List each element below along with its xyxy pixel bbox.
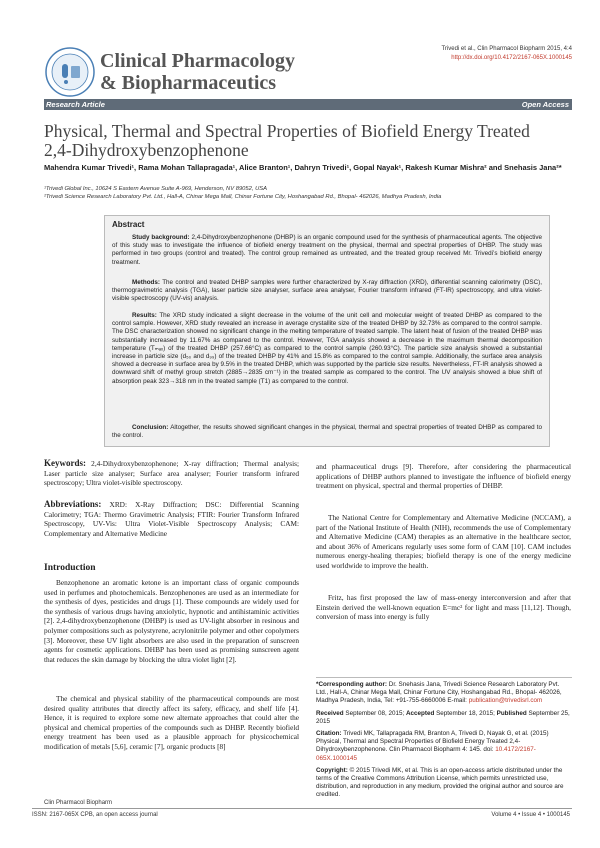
right-paragraph-2: The National Centre for Complementary and Alternative Medicine (NCCAM), a part of the National Institute of Health (NIH), recommends the use of Complementary and Alternative Medicine (CAM) therapies as an alternative in the healthcare sector, and about 36% of Americans regularly uses some form of CAM [10]. CAM includes numerous energy-healing therapies; biofield therapy is one of the energy medicine used worldwide to improve the health. — [316, 513, 571, 570]
corresponding-author — [316, 681, 572, 706]
published-date: September 25, 2015 — [316, 709, 570, 725]
abbreviations — [44, 500, 299, 538]
abstract-heading: Abstract — [112, 220, 145, 229]
keywords — [44, 459, 299, 488]
journal-title-line2: & Biopharmaceutics — [100, 72, 277, 94]
footer-divider — [32, 808, 572, 809]
received-label: Received — [316, 709, 344, 717]
right-paragraph-3: Fritz, has first proposed the law of mass-energy interconversion and after that Einstein derived the well-known equation E=mc² for light and mass [11,12]. Though, conversion of mass into energy is fully — [316, 593, 571, 622]
paper-title — [44, 122, 574, 160]
correspondence-divider — [316, 677, 572, 678]
intro-paragraph-2: The chemical and physical stability of the pharmaceutical compounds are most desired quality attributes that directly affect its safety, efficacy, and shelf life [4]. Hence, it is required to explore some new alternate approaches that could alter the physical and chemical properties of the compounds such as DHBP. Recently biofield energy treatment has been used as a plausible approach for physicochemical modification of metals [5,6], ceramic [7], organic products [8] — [44, 694, 299, 751]
footer-issn: ISSN: 2167-065X CPB, an open access journal — [32, 812, 158, 818]
corresponding-label: *Corresponding author: — [316, 681, 388, 688]
paper-title-line1: Physical, Thermal and Spectral Properties of Biofield Energy Treated — [44, 121, 530, 141]
copyright — [316, 767, 572, 800]
article-type-label: Research Article — [46, 100, 105, 109]
corresponding-text: Dr. Snehasis Jana, Trivedi Science Research Laboratory Pvt. Ltd., Hall-A, Chinar Mega Mall, Chinar Fortune City, Hoshangabad Rd., Bhopal- 462026, Madhya Pradesh, India, Tel: +91-755-6660006 E-mail: — [316, 681, 562, 705]
header-doi-link[interactable]: http://dx.doi.org/10.4172/2167-065X.1000145 — [451, 55, 572, 61]
footer-journal: Clin Pharmacol Biopharm — [44, 800, 113, 806]
conclusion-label: Conclusion: — [132, 424, 169, 431]
author-list: Mahendra Kumar Trivedi¹, Rama Mohan Tallapragada¹, Alice Branton¹, Dahryn Trivedi¹, Gopal Nayak¹, Rakesh Kumar Mishra² and Snehasis Jana²* — [44, 163, 562, 172]
open-access-label: Open Access — [521, 100, 569, 109]
copyright-text: © 2015 Trivedi MK, et al. This is an open-access article distributed under the terms of the Creative Commons Attribution License, which permits unrestricted use, distribution, and reproduction in any medium, provided the original author and source are credited. — [316, 766, 564, 799]
email-link[interactable]: publication@trivedisrl.com — [468, 697, 543, 705]
methods-text: The control and treated DHBP samples were further characterized by X-ray diffraction (XRD), differential scanning calorimetry (DSC), thermogravimetric analysis (TGA), laser particle size analyser, surface area analyser, Fourier transform infrared (FT-IR) spectroscopy, and ultra violet-visible spectroscopy (UV-vis) analysis. — [112, 279, 542, 303]
methods-label: Methods: — [132, 279, 160, 286]
affiliation-2: ²Trivedi Science Research Laboratory Pvt. Ltd., Hall-A, Chinar Mega Mall, Chinar Fortune City, Hoshangabad Rd., Bhopal- 462026, Madhya Pradesh, India — [44, 194, 442, 200]
intro-paragraph-1: Benzophenone an aromatic ketone is an important class of organic compounds used in perfumes and photochemicals. Benzophenones are used as an intermediate for the synthesis of dyes, pesticides and drugs [1]. These compounds are widely used for the synthesis of various drugs having anxiolytic, hypnotic and antihistaminic activities [2]. 2,4-dihydroxybenzophenone (DHBP) is used as UV-light absorber in resinous and polymer compositions such as polystyrene, acrylonitrile polymer and other copolymers [3]. Moreover, these UV light absorbers are also used in the preparation of sunscreen agents for cosmetic applications. DHBP has been used as promising sunscreen agent that reduces the skin damage by blocking the ultra violet light [2]. — [44, 578, 299, 664]
received-date: September 08, 2015; — [345, 709, 405, 717]
journal-title — [100, 50, 295, 94]
dates — [316, 710, 572, 726]
accepted-date: September 18, 2015; — [436, 709, 495, 717]
abstract-methods — [112, 279, 542, 304]
paper-title-line2: 2,4-Dihydroxybenzophenone — [44, 140, 249, 160]
background-text: 2,4-Dihydroxybenzophenone (DHBP) is an organic compound used for the synthesis of pharmaceutical agents. The objective of this study was to investigate the influence of biofield energy treatment on the physical, thermal and spectral properties of DHBP. The study was performed in two groups (control and treated). The control group remained as untreated, and the treated group received Mr. Trivedi’s biofield energy treatment. — [112, 234, 543, 266]
header-citation: Trivedi et al., Clin Pharmacol Biopharm 2015, 4:4 — [441, 46, 572, 52]
introduction-heading: Introduction — [44, 563, 96, 573]
affiliation-1: ¹Trivedi Global Inc., 10624 S Eastern Avenue Suite A-969, Henderson, NV 89052, USA — [44, 186, 267, 192]
abbreviations-label: Abbreviations: — [44, 499, 102, 509]
citation — [316, 730, 572, 763]
footer-volume: Volume 4 • Issue 4 • 1000145 — [491, 812, 570, 818]
background-label: Study background: — [132, 234, 190, 241]
citation-doi-link[interactable]: 10.4172/2167-065X.1000145 — [316, 746, 536, 762]
abstract-background — [112, 234, 542, 267]
keywords-label: Keywords: — [44, 458, 86, 468]
results-text: The XRD study indicated a slight decrease in the volume of the unit cell and molecular weight of treated DHBP as compared to the control sample. However, XRD study revealed an increase in average crystallite size of the treated DHBP by 32.73% as compared to the control sample. The DSC characterization showed no significant change in the melting temperature of treated sample. The latent heat of fusion of the treated DHBP was substantially increased by 11.67% as compared to the control. However, TGA analysis showed a decrease in the maximum thermal decomposition temperature (Tₘₐₓ) of the treated DHBP (257.66°C) as compared to the control sample (260.93°C). The particle size analysis showed a substantial increase in particle size (d₅₀ and d₉₉) of the treated DHBP by 41% and 15.8% as compared to the control sample. Additionally, the surface area analysis showed a decrease in surface area by 9.5% in the treated DHBP, which was supported by the particle size results. Nevertheless, FT-IR analysis showed a downward shift of methyl group stretch (2885→2835 cm⁻¹) in the treated sample as compared to the control. The UV analysis showed a blue shift of absorption peak 323→318 nm in the treated sample (T1) as compared to the control. — [112, 312, 542, 385]
published-label: Published — [496, 709, 527, 717]
keywords-text: 2,4-Dihydroxybenzophenone; X-ray diffraction; Thermal analysis; Laser particle size analyser; Surface area analyser; Fourier transform infrared spectroscopy; Ultra violet-visible spectroscopy. — [44, 459, 299, 488]
accepted-label: Accepted — [405, 709, 435, 717]
citation-label: Citation: — [316, 730, 342, 738]
citation-text: Trivedi MK, Tallapragada RM, Branton A, Trivedi D, Nayak G, et al. (2015) Physical, Thermal and Spectral Properties of Biofield Energy Treated 2,4-Dihydroxybenzophenone. Clin Pharmacol Biopharm 4: 145. doi: — [316, 730, 549, 754]
affiliations — [44, 185, 574, 201]
conclusion-text: Altogether, the results showed significant changes in the physical, thermal and spectral properties of treated DHBP as compared to the control. — [112, 424, 542, 440]
journal-logo — [44, 46, 96, 98]
article-type-banner — [44, 99, 572, 110]
right-paragraph-1: and pharmaceutical drugs [9]. Therefore, after considering the pharmaceutical applications of DHBP authors planned to investigate the influence of biofield energy treatment on physical, spectral and thermal properties of DHBP. — [316, 462, 571, 491]
abstract-conclusion — [112, 424, 542, 440]
journal-title-line1: Clinical Pharmacology — [100, 50, 295, 72]
abbreviations-text: XRD: X-Ray Diffraction; DSC: Differential Scanning Calorimetry; TGA: Thermo Gravimetric Analysis; FTIR: Fourier Transform Infrared Spectroscopy, UV-Vis: Ultra Violet-Visible Spectroscopy Analysis; CAM: Complementary and Alternative Medicine — [44, 500, 299, 538]
copyright-label: Copyright: — [316, 766, 348, 774]
results-label: Results: — [132, 312, 157, 319]
abstract-results — [112, 312, 542, 386]
correspondence-block — [316, 681, 572, 800]
